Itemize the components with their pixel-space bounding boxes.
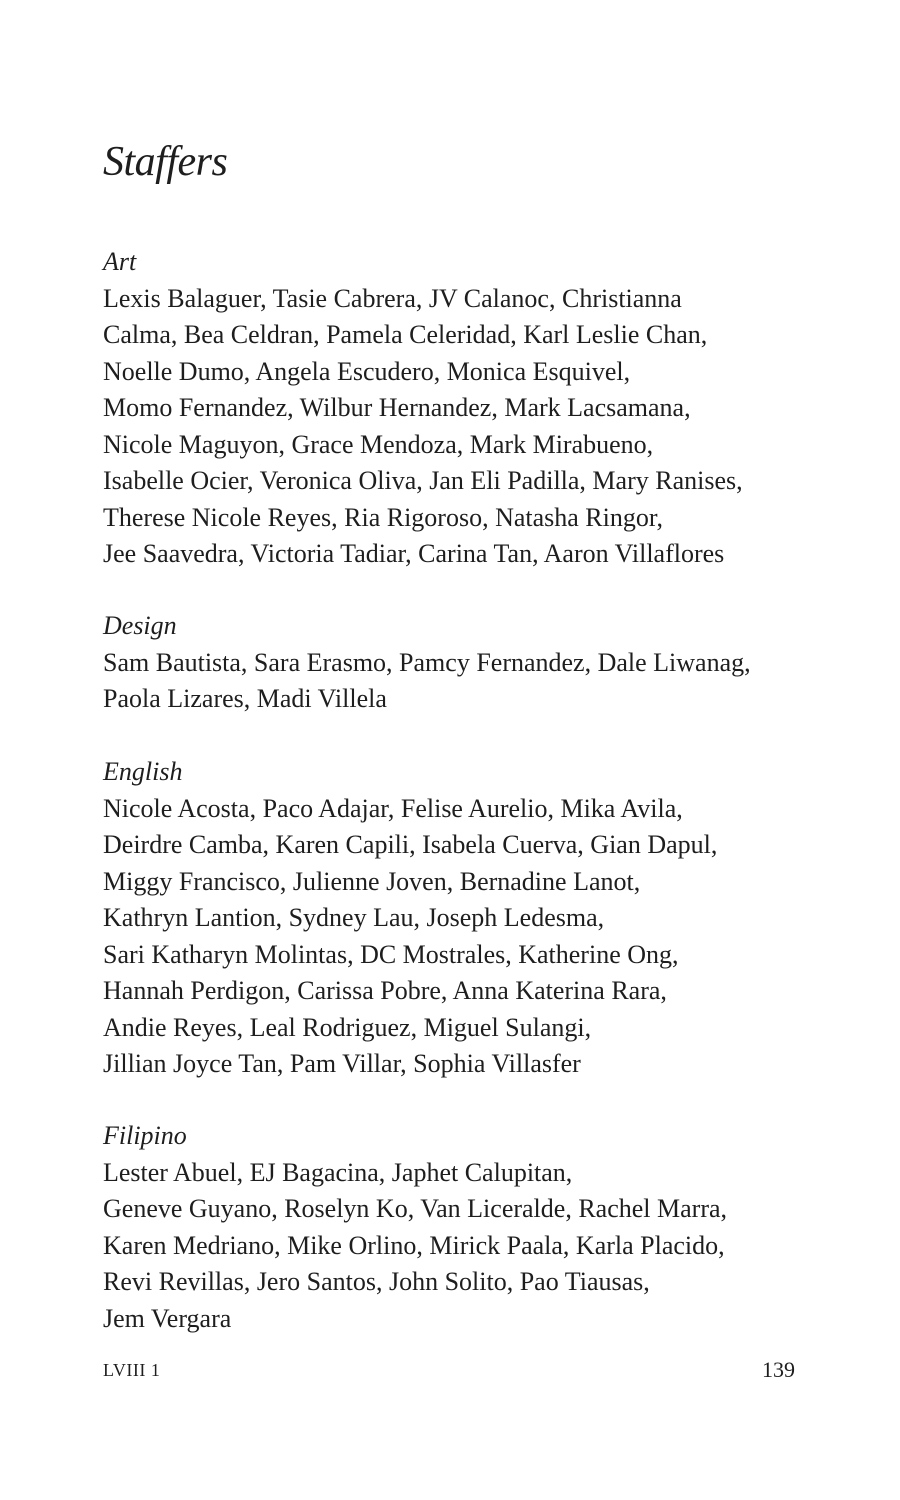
staff-line: Deirdre Camba, Karen Capili, Isabela Cuerva, Gian Dapul,: [103, 830, 718, 859]
staff-line: Andie Reyes, Leal Rodriguez, Miguel Sulangi,: [103, 1012, 592, 1042]
staff-line: Jillian Joyce Tan, Pam Villar, Sophia Villasfer: [103, 1049, 581, 1078]
staff-line: Isabelle Ocier, Veronica Oliva, Jan Eli Padilla, Mary Ranises,: [103, 466, 743, 495]
staff-line: Jem Vergara: [103, 1303, 232, 1333]
staff-line: Momo Fernandez, Wilbur Hernandez, Mark Lacsamana,: [103, 393, 691, 422]
section-heading: Filipino: [103, 1121, 187, 1150]
staff-line: Sari Katharyn Molintas, DC Mostrales, Katherine Ong,: [103, 939, 679, 969]
staff-line: Lester Abuel, EJ Bagacina, Japhet Calupitan,: [103, 1157, 573, 1187]
staff-line: Lexis Balaguer, Tasie Cabrera, JV Calanoc, Christianna: [103, 283, 682, 313]
page-number: 139: [762, 1357, 795, 1382]
staff-line: Karen Medriano, Mike Orlino, Mirick Paala, Karla Placido,: [103, 1230, 725, 1260]
staff-line: Calma, Bea Celdran, Pamela Celeridad, Karl Leslie Chan,: [103, 320, 708, 349]
staff-line: Paola Lizares, Madi Villela: [103, 684, 387, 713]
staff-line: Revi Revillas, Jero Santos, John Solito, Pao Tiausas,: [103, 1267, 650, 1296]
staff-line: Therese Nicole Reyes, Ria Rigoroso, Natasha Ringor,: [103, 502, 663, 532]
staff-line: Hannah Perdigon, Carissa Pobre, Anna Katerina Rara,: [103, 976, 667, 1005]
section-heading: Art: [103, 247, 137, 276]
section-design: [103, 608, 823, 718]
staff-line: Noelle Dumo, Angela Escudero, Monica Esquivel,: [103, 356, 631, 386]
staff-line: Miggy Francisco, Julienne Joven, Bernadine Lanot,: [103, 866, 641, 896]
issue-label: LVIII 1: [103, 1360, 161, 1380]
staff-line: Nicole Maguyon, Grace Mendoza, Mark Mirabueno,: [103, 429, 654, 459]
staff-line: Jee Saavedra, Victoria Tadiar, Carina Tan, Aaron Villaflores: [103, 539, 725, 568]
section-heading: English: [103, 757, 183, 786]
section-heading: Design: [103, 611, 177, 640]
staff-line: Sam Bautista, Sara Erasmo, Pamcy Fernandez, Dale Liwanag,: [103, 647, 751, 677]
staff-line: Geneve Guyano, Roselyn Ko, Van Liceralde, Rachel Marra,: [103, 1194, 728, 1223]
section-filipino: [103, 1118, 823, 1337]
page-title: Staffers: [103, 139, 228, 185]
section-art: [103, 244, 823, 573]
staff-line: Nicole Acosta, Paco Adajar, Felise Aurelio, Mika Avila,: [103, 793, 683, 823]
section-english: [103, 754, 823, 1083]
staff-line: Kathryn Lantion, Sydney Lau, Joseph Ledesma,: [103, 903, 605, 932]
